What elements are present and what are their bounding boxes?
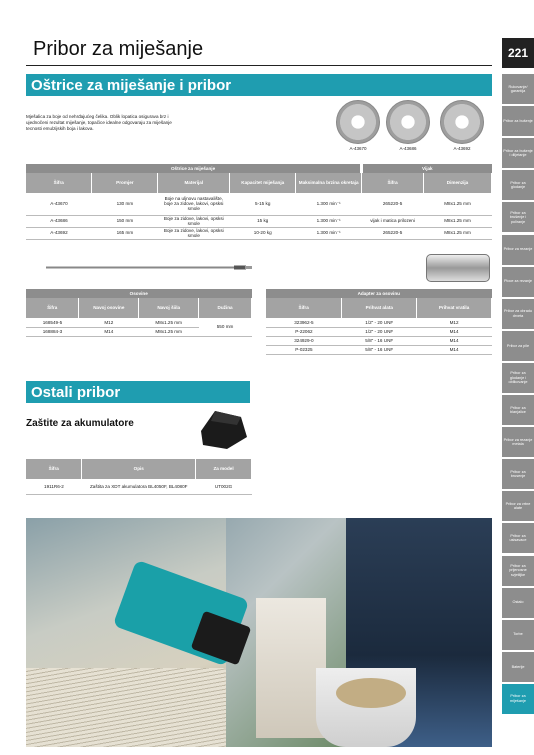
table-cell: M8x1.25 mm [424, 193, 492, 215]
table-cell: P-22062 [266, 327, 342, 336]
side-tab[interactable]: Ostalo [502, 588, 534, 618]
table-cell: 265220-5 [362, 193, 424, 215]
table-cell: 1911R6-2 [26, 479, 82, 494]
table-row [26, 318, 252, 327]
side-tab[interactable]: Pribor za usisavace [502, 523, 534, 553]
table-cell: M14 [417, 336, 492, 345]
side-tab[interactable]: Pribor za blanjalice [502, 395, 534, 425]
table-row [266, 318, 492, 327]
table-group-header: Osovine [26, 289, 252, 298]
side-tab[interactable]: Pribor za brusenje [502, 459, 534, 489]
table-row [266, 345, 492, 354]
table-cell: M14 [417, 345, 492, 354]
side-tab[interactable]: Pribor za obradu drveta [502, 299, 534, 329]
column-header: Šifra [26, 173, 92, 193]
page-number: 221 [502, 38, 534, 68]
table-cell: M14 [417, 327, 492, 336]
table-cell: A-43686 [26, 215, 92, 227]
table-cell: 168549-5 [26, 318, 79, 327]
battery-protector-image [197, 407, 249, 451]
column-header: Dužina [199, 298, 252, 318]
table-cell: 1.300 min⁻¹ [296, 215, 362, 227]
table-cell: Boje za zidove, lakovi, opsksi smole [158, 227, 230, 239]
table-cell: 1/2" - 20 UNF [342, 327, 417, 336]
section-intro-text: Mješalica za boje od nehrđajućeg čelika. Oblik lopatica osigurava brz i ujednočeni rezultat miješanje, topačice idealne odgovaraju za miješanje tecnosti emulzijskih boja i lakova. [26, 114, 172, 131]
column-header: Šifra [362, 173, 424, 193]
side-tab[interactable]: Pribor za brušenje i poliranje [502, 202, 534, 232]
section-heading-other-accessories: Ostali pribor [26, 381, 250, 403]
table-cell: 550 mm [199, 318, 252, 336]
side-tab[interactable]: Rukovanje/ garantija [502, 74, 534, 104]
column-header: Šifra [26, 459, 82, 479]
side-tab[interactable]: Pribor za pile [502, 331, 534, 361]
shaft-adapter-table [266, 289, 492, 355]
column-header: Materijal [158, 173, 230, 193]
table-group-header: Oštrice za miješanje [26, 164, 362, 173]
page-title: Pribor za miješanje [33, 38, 204, 60]
table-cell: M8x1.25 mm [424, 227, 492, 239]
product-photo [26, 518, 492, 747]
side-tab[interactable]: Ploce za rezanje [502, 267, 534, 297]
table-cell: 10-20 kg [230, 227, 296, 239]
battery-protector-table [26, 459, 252, 495]
table-cell: 5-15 kg [230, 193, 296, 215]
column-header: Navoj osovine [79, 298, 139, 318]
table-cell: Boje za zidove, lakovi, opsksi smole [158, 215, 230, 227]
table-cell: 5/8" - 16 UNF [342, 345, 417, 354]
side-tab[interactable]: Pribor za bušenje i dlijetanje [502, 138, 534, 168]
side-tab[interactable]: Pribor za rezanje [502, 235, 534, 265]
table-cell: 324929-0 [266, 336, 342, 345]
table-cell: A-43692 [26, 227, 92, 239]
table-cell: 265220-5 [362, 227, 424, 239]
column-header: Maksimalna brzina okretaja [296, 173, 362, 193]
table-row [266, 336, 492, 345]
side-tab[interactable]: Pribor za glodanje i oblikovanje [502, 363, 534, 393]
disc-code-1: A-43670 [349, 146, 367, 151]
disc-code-3: A-43692 [453, 146, 471, 151]
table-row [26, 227, 492, 239]
column-header: Kapacitet miješanja [230, 173, 296, 193]
table-cell: 1.300 min⁻¹ [296, 193, 362, 215]
table-cell: M8x1.25 mm [139, 327, 199, 336]
table-cell: 130 mm [92, 193, 158, 215]
table-cell: M12 [79, 318, 139, 327]
mixing-blades-table [26, 164, 492, 240]
table-cell: 165 mm [92, 227, 158, 239]
table-cell: 168884-3 [26, 327, 79, 336]
column-header: Šifra [26, 298, 79, 318]
table-cell: 5/8" - 16 UNF [342, 336, 417, 345]
mixing-disc-image-2 [386, 100, 430, 144]
table-cell: 1.300 min⁻¹ [296, 227, 362, 239]
table-row [26, 479, 252, 494]
side-tab[interactable]: Pribor za bušenje [502, 106, 534, 136]
shafts-table [26, 289, 252, 337]
table-cell: M8x1.25 mm [424, 215, 492, 227]
title-rule [26, 65, 492, 66]
column-header: Prihvat alata [342, 298, 417, 318]
column-header: Šifra [266, 298, 342, 318]
side-tab[interactable]: Pribor za rezanje metala [502, 427, 534, 457]
table-cell: 1/2" - 20 UNF [342, 318, 417, 327]
side-tab[interactable]: Torbe [502, 620, 534, 650]
table-cell: M14 [79, 327, 139, 336]
table-group-header: Vijak [362, 164, 492, 173]
mixing-shaft-image [46, 265, 252, 270]
table-cell: UT002G [196, 479, 252, 494]
side-tab[interactable]: Baterije [502, 652, 534, 682]
table-cell: Zaštita za XDT akumulatora BL4050F, BL4080F [82, 479, 196, 494]
side-tab[interactable]: Pribor za vrtne alate [502, 491, 534, 521]
column-header: Prihvat vratila [417, 298, 492, 318]
table-cell: Boje na uljnovu nastavalište, boje za zidove, lakovi, opsksi smole [158, 193, 230, 215]
table-row [26, 215, 492, 227]
mixing-disc-image-3 [440, 100, 484, 144]
table-cell: M12 [417, 318, 492, 327]
column-header: Dimenzija [424, 173, 492, 193]
table-cell: vijak i matica prilozeni [362, 215, 424, 227]
side-tab[interactable]: Pribor za prijenosne svjetiljke [502, 556, 534, 586]
table-group-header: Adapter za osovinu [266, 289, 492, 298]
column-header: Za model [196, 459, 252, 479]
battery-protector-heading: Zaštite za akumulatore [26, 418, 134, 429]
table-cell: A-43670 [26, 193, 92, 215]
table-cell: 150 mm [92, 215, 158, 227]
side-tab[interactable]: Pribor za miješanje [502, 684, 534, 714]
shaft-adapter-image [426, 254, 490, 282]
mixing-disc-image-1 [336, 100, 380, 144]
disc-code-2: A-43686 [399, 146, 417, 151]
section-heading-mixing-blades: Oštrice za miješanje i pribor [26, 74, 492, 96]
column-header: Promjer [92, 173, 158, 193]
table-row [26, 193, 492, 215]
table-cell: P-02325 [266, 345, 342, 354]
side-tab[interactable]: Pribor za glodanje [502, 170, 534, 200]
table-cell: 323962-5 [266, 318, 342, 327]
column-header: Opis [82, 459, 196, 479]
table-cell: 15 kg [230, 215, 296, 227]
table-cell: M8x1.25 mm [139, 318, 199, 327]
column-header: Navoj šiila [139, 298, 199, 318]
table-row [266, 327, 492, 336]
